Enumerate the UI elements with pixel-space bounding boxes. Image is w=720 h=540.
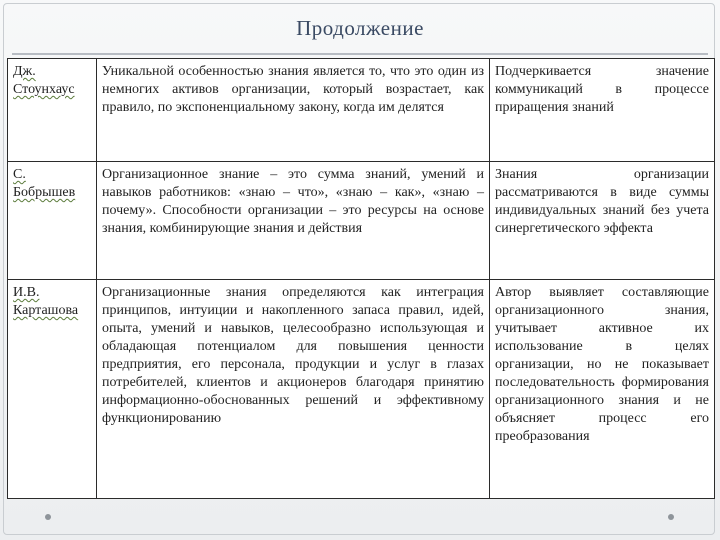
title-divider xyxy=(12,53,708,55)
author-cell xyxy=(8,280,97,499)
definitions-table xyxy=(7,58,715,499)
corner-dot-bottom-left xyxy=(45,514,51,520)
author-cell xyxy=(8,162,97,280)
table-row xyxy=(8,59,715,162)
slide-title: Продолжение xyxy=(296,16,424,40)
table-row xyxy=(8,280,715,499)
definition-cell: Организационные знания определяются как интеграция принципов, интуиции и накопленного запаса правил, идей, опыта, умений и навыков, целесообразно использующая и обладающая потенциалом для повышения ценности предприятия, его персонала, продукции и услуг в глазах потребителей, клиентов и акционеров благодаря принятию информационно-обоснованных решений и эффективному функционированию xyxy=(97,280,490,499)
comment-cell: Подчеркивается значение коммуникаций в процессе приращения знаний xyxy=(490,59,715,162)
author-name: И.В. Карташова xyxy=(13,285,79,318)
definition-cell: Уникальной особенностью знания является то, что это один из немногих активов организации, который возрастает, как правило, по экспоненциальному закону, когда им делятся xyxy=(97,59,490,162)
definition-cell: Организационное знание – это сумма знаний, умений и навыков работников: «знаю – что», «знаю – как», «знаю – почему». Способности организации – это ресурсы на основе знания, комбинирующие знания и действия xyxy=(97,162,490,280)
corner-dot-bottom-right xyxy=(668,514,674,520)
author-name: Дж. Стоунхаус xyxy=(13,64,75,97)
table-row xyxy=(8,162,715,280)
author-name: С. Бобрышев xyxy=(13,167,76,200)
author-cell xyxy=(8,59,97,162)
comment-cell: Автор выявляет составляющие организационного знания, учитывает активное их использование в целях организации, но не показывает последовательность формирования организационного знания и не объясняет процесс его преобразования xyxy=(490,280,715,499)
comment-cell: Знания организации рассматриваются в виде суммы индивидуальных знаний без учета синергетического эффекта xyxy=(490,162,715,280)
